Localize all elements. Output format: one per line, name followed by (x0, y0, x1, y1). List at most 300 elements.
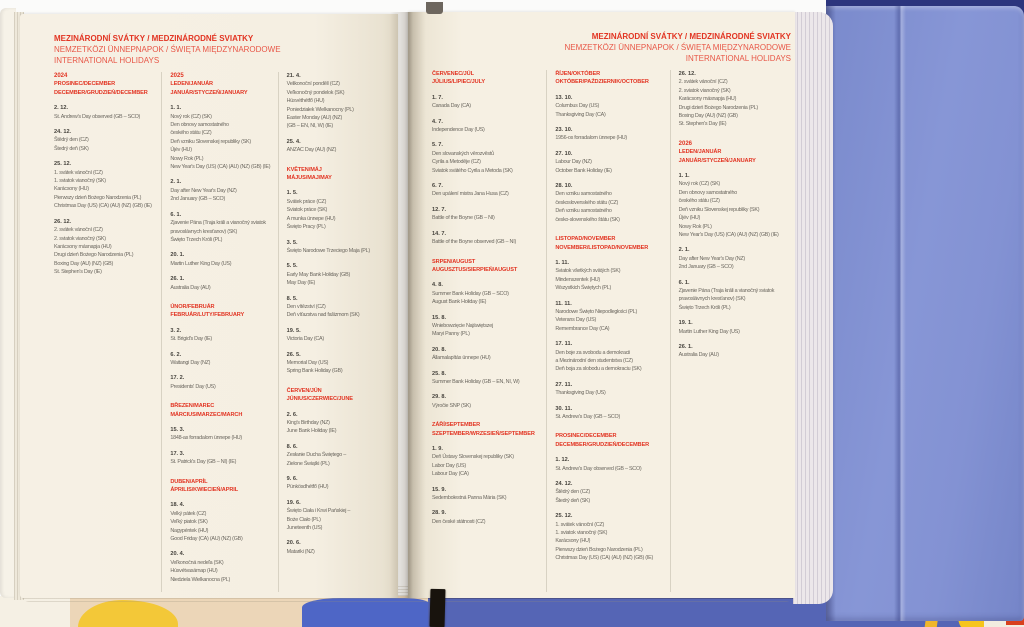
entry-date: 3. 2. (170, 327, 182, 334)
entry-date: 20. 4. (170, 551, 185, 558)
entry-date: 15. 3. (170, 427, 185, 433)
entry-line: Juneteenth (US) (286, 525, 323, 532)
holiday-entry (287, 443, 394, 468)
entry-line: Labour Day (CA) (432, 471, 469, 478)
entry-date: 2. 6. (286, 411, 298, 418)
entry-line: Veľkonočná nedeľa (SK) (170, 559, 224, 566)
entry-date: 13. 10. (555, 94, 573, 101)
holiday-columns (432, 70, 793, 592)
holiday-entry (432, 281, 546, 306)
entry-line: May Day (IE) (286, 280, 316, 287)
holiday-entry (432, 445, 546, 479)
entry-line: Újév (HU) (678, 215, 701, 222)
entry-line: Karácsony (HU) (555, 538, 591, 545)
entry-line: ANZAC Day (AU) (NZ) (286, 147, 337, 154)
entry-date: 8. 5. (286, 295, 298, 302)
month-header (555, 70, 669, 87)
entry-line: českého státu (CZ) (170, 130, 212, 137)
entry-line: Sviatok svätého Cyrila a Metoda (SK) (432, 167, 513, 174)
entry-line: St. Stephen's Day (IE) (678, 121, 727, 128)
holiday-entry (287, 327, 394, 344)
entry-date: 9. 6. (286, 476, 298, 483)
entry-line: St. Andrew's Day observed (GB – SCO) (555, 465, 642, 472)
cover-art-blue-patch (302, 598, 430, 627)
entry-line: St. Brigid's Day (IE) (170, 336, 212, 343)
month-header-line: SZEPTEMBER/WRZESIEŃ/SEPTEMBER (432, 430, 535, 437)
month-header (555, 432, 669, 449)
entry-date: 6. 1. (678, 279, 690, 286)
entry-line: 2. sviatok vianočný (SK) (54, 235, 106, 242)
entry-date: 1. 12. (555, 457, 570, 464)
entry-line: June Bank Holiday (IE) (286, 428, 337, 435)
holiday-entry (679, 246, 793, 271)
entry-date: 26. 12. (54, 218, 72, 225)
holiday-columns (54, 72, 394, 592)
entry-line: Deň vzniku samostatného (555, 208, 612, 215)
entry-line: Early May Bank Holiday (GB) (286, 271, 351, 278)
entry-date: 30. 11. (555, 405, 573, 412)
month-header-line: JANUÁR/STYCZEŃ/JANUARY (170, 89, 248, 96)
month-header (287, 387, 394, 404)
entry-date: 26. 5. (286, 351, 301, 358)
entry-line: Battle of the Boyne (GB – NI) (432, 215, 495, 222)
entry-line: Nový rok (CZ) (SK) (678, 181, 720, 188)
cover-art-yellow-patch (78, 600, 178, 627)
entry-date: 20. 1. (170, 252, 185, 259)
entry-line: Nový rok (CZ) (SK) (170, 113, 212, 120)
year-label: 2025 (170, 73, 184, 79)
entry-line: 1848-as forradalom ünnepe (HU) (170, 435, 242, 442)
page-subtitle-en: INTERNATIONAL HOLIDAYS (54, 56, 160, 65)
entry-date: 28. 10. (555, 183, 573, 190)
entry-line: Boxing Day (AU) (NZ) (GB) (54, 260, 114, 267)
month-header (679, 148, 793, 165)
entry-date: 2. 12. (54, 105, 68, 112)
entry-date: 5. 7. (432, 142, 443, 149)
entry-line: King's Birthday (NZ) (286, 420, 330, 426)
holiday-entry (287, 411, 394, 436)
entry-line: Summer Bank Holiday (GB – EN, NI, W) (432, 378, 520, 385)
entry-date: 4. 7. (432, 118, 443, 125)
month-header-line: JÚLIUS/LIPIEC/JULY (432, 79, 486, 86)
holiday-entry (555, 456, 669, 473)
entry-line: 1. sviatok vianočný (SK) (555, 530, 608, 537)
back-cover (826, 6, 1024, 621)
month-header (170, 402, 277, 419)
entry-date: 15. 8. (432, 314, 446, 321)
entry-line: Christmas Day (US) (CA) (AU) (NZ) (GB) (IE) (54, 203, 152, 210)
entry-line: Martin Luther King Day (US) (678, 328, 740, 335)
holiday-entry (555, 405, 669, 422)
cover-fold-line (894, 6, 906, 621)
entry-line: Húsvéthétfő (HU) (286, 98, 325, 105)
holiday-entry (170, 501, 277, 543)
entry-date: 17. 3. (170, 450, 185, 457)
entry-line: Nowy Rok (PL) (170, 155, 204, 162)
holiday-entry (432, 182, 546, 199)
entry-date: 17. 2. (170, 375, 185, 382)
holiday-entry (287, 72, 394, 131)
entry-date: 19. 5. (286, 327, 301, 334)
holiday-entry (555, 182, 669, 224)
holiday-entry (170, 426, 277, 443)
entry-line: August Bank Holiday (IE) (432, 299, 487, 306)
entry-date: 1. 11. (555, 259, 570, 266)
holiday-column (54, 72, 161, 592)
month-header-line: OKTÓBER/PAŹDZIERNIK/OCTOBER (555, 79, 649, 86)
holiday-entry (555, 480, 669, 505)
entry-line: Államalapítás ünnepe (HU) (432, 355, 491, 362)
holiday-entry (432, 314, 546, 339)
month-header-line: ÁPRILIS/KWIECIEŃ/APRIL (170, 487, 239, 494)
page-header (54, 33, 392, 66)
month-header (432, 70, 546, 87)
entry-date: 28. 9. (432, 510, 446, 517)
entry-line: Labor Day (US) (432, 462, 466, 469)
entry-line: Zesłanie Ducha Świętego – (286, 452, 347, 459)
entry-line: Sviatok všetkých svätých (SK) (555, 268, 621, 275)
left-page (20, 14, 398, 598)
entry-line: Summer Bank Holiday (GB – SCO) (432, 290, 509, 297)
entry-line: Australia Day (AU) (678, 352, 719, 359)
entry-line: Veterans Day (US) (555, 317, 597, 324)
month-header-line: ČERVENEC/JÚL (432, 71, 474, 77)
entry-date: 2. 1. (678, 247, 690, 254)
holiday-entry (432, 370, 546, 387)
entry-date: 26. 1. (170, 276, 185, 283)
entry-line: Boxing Day (AU) (NZ) (GB) (678, 113, 738, 120)
holiday-entry (555, 381, 669, 398)
page-title: MEZINÁRODNÍ SVÁTKY / MEDZINÁRODNÉ SVIATKY (54, 34, 254, 43)
entry-line: Mindenszentek (HU) (555, 276, 600, 283)
entry-line: pravoslávnych kresťanov) (SK) (170, 228, 238, 235)
entry-date: 1. 5. (286, 190, 298, 197)
month-header-line: ČERVEN/JÚN (286, 387, 322, 394)
entry-line: Den vítězství (CZ) (286, 303, 326, 310)
entry-date: 25. 4. (286, 138, 301, 145)
entry-line: 1. sviatok vianočný (SK) (54, 178, 106, 185)
entry-line: Cyrila a Metoděje (CZ) (432, 159, 481, 166)
month-header (432, 421, 546, 438)
entry-line: Memorial Day (US) (286, 359, 329, 366)
entry-line: Karácsony (HU) (54, 186, 89, 193)
entry-line: Sedembolestná Panna Mária (SK) (432, 495, 507, 502)
entry-line: Martin Luther King Day (US) (170, 260, 232, 267)
month-header (170, 478, 277, 495)
month-header-line: PROSINEC/DECEMBER (555, 433, 617, 440)
bookmark-ribbon (430, 589, 446, 627)
month-header-line: SRPEN/AUGUST (432, 258, 476, 265)
ribbon-anchor-top (426, 2, 443, 14)
entry-date: 23. 10. (555, 127, 573, 134)
month-header (170, 303, 277, 320)
holiday-entry (555, 512, 669, 562)
month-header-line: ÚNOR/FEBRUÁR (170, 303, 215, 310)
holiday-column (278, 72, 394, 592)
month-header-line: ZÁŘÍ/SEPTEMBER (432, 422, 481, 429)
holiday-entry (555, 340, 669, 374)
month-header-line: LEDEN/JANUÁR (170, 81, 213, 88)
entry-line: Canada Day (CA) (432, 103, 471, 110)
entry-line: Den vzniku samostatného (555, 191, 612, 198)
month-header-line: DECEMBER/GRUDZIEŃ/DECEMBER (54, 89, 148, 96)
holiday-entry (432, 393, 546, 410)
entry-line: Good Friday (CA) (AU) (NZ) (GB) (170, 536, 243, 543)
entry-line: Deň vzniku Slovenskej republiky (SK) (170, 138, 251, 145)
entry-line: Christmas Day (US) (CA) (AU) (NZ) (GB) (IE) (555, 555, 653, 562)
holiday-entry (170, 104, 277, 171)
month-header-line: BŘEZEN/MAREC (170, 403, 215, 410)
entry-date: 2. 1. (170, 179, 182, 186)
holiday-entry (170, 251, 277, 268)
entry-date: 25. 12. (555, 513, 573, 520)
entry-date: 17. 11. (555, 341, 573, 348)
entry-line: Pierwszy dzień Bożego Narodzenia (PL) (555, 546, 643, 553)
entry-line: Święto Ciała i Krwi Pańskiej – (286, 508, 351, 515)
entry-line: Štědrý den (CZ) (54, 137, 89, 144)
entry-date: 21. 4. (286, 73, 301, 79)
entry-line: Maryi Panny (PL) (432, 331, 470, 338)
entry-date: 3. 5. (286, 239, 298, 246)
entry-line: Święto Narodowe Trzeciego Maja (PL) (286, 247, 370, 254)
entry-line: A munka ünnepe (HU) (286, 215, 336, 222)
holiday-entry (287, 499, 394, 533)
holiday-entry (555, 126, 669, 143)
entry-line: Drugi dzień Bożego Narodzenia (PL) (678, 104, 758, 111)
entry-line: Deň Ústavy Slovenskej republiky (SK) (432, 454, 514, 461)
holiday-entry (170, 211, 277, 245)
holiday-entry (54, 218, 161, 277)
month-header (287, 166, 394, 183)
holiday-entry (432, 509, 546, 526)
entry-line: Den české státnosti (CZ) (432, 518, 486, 525)
entry-date: 6. 2. (170, 351, 182, 358)
entry-date: 1. 9. (432, 446, 443, 452)
holiday-entry (287, 539, 394, 556)
holiday-entry (679, 343, 793, 360)
entry-line: Święto Trzech Króli (PL) (678, 304, 731, 311)
holiday-entry (432, 94, 546, 111)
holiday-entry (170, 178, 277, 203)
entry-line: Victoria Day (CA) (286, 336, 324, 343)
entry-line: Den boje za svobodu a demokracii (555, 349, 631, 356)
month-header-line: ŘÍJEN/OKTÓBER (555, 71, 601, 77)
entry-line: Spring Bank Holiday (GB) (286, 368, 343, 375)
entry-line: 1. svátek vánoční (CZ) (555, 521, 605, 528)
holiday-entry (287, 239, 394, 256)
holiday-entry (432, 118, 546, 135)
entry-date: 18. 4. (170, 502, 185, 509)
entry-date: 12. 7. (432, 206, 446, 213)
entry-line: československého státu (CZ) (555, 199, 619, 206)
entry-line: (GB – EN, NI, W) (IE) (286, 123, 333, 130)
entry-line: Svátek práce (CZ) (286, 198, 327, 205)
entry-line: Húsvétvasárnap (HU) (170, 568, 218, 575)
holiday-entry (54, 160, 161, 210)
holiday-entry (287, 295, 394, 320)
entry-line: Niedziela Wielkanocna (PL) (170, 576, 231, 583)
entry-line: Veľký piatok (SK) (170, 519, 208, 526)
entry-date: 5. 5. (286, 263, 298, 270)
entry-line: Pierwszy dzień Bożego Narodzenia (PL) (54, 194, 142, 201)
entry-line: Święto Trzech Króli (PL) (170, 236, 223, 243)
entry-line: Thanksgiving Day (CA) (555, 111, 606, 118)
entry-line: Australia Day (AU) (170, 284, 211, 291)
entry-date: 26. 1. (678, 343, 693, 350)
month-header-line: LISTOPAD/NOVEMBER (555, 236, 616, 243)
entry-line: 1. svátek vánoční (CZ) (54, 169, 103, 176)
holiday-entry (287, 475, 394, 492)
entry-line: Velký pátek (CZ) (170, 510, 207, 517)
month-header-line: MÁJUS/MAJ/MAY (286, 175, 332, 182)
entry-line: česko-slovenského štátu (SK) (555, 216, 620, 223)
month-header (170, 80, 277, 97)
entry-line: Day after New Year's Day (NZ) (170, 187, 237, 194)
entry-line: Den obnovy samostatného (170, 122, 229, 129)
entry-line: Waitangi Day (NZ) (170, 359, 211, 366)
entry-line: Štedrý deň (SK) (54, 145, 89, 152)
holiday-entry (679, 279, 793, 313)
holiday-entry (170, 351, 277, 368)
entry-date: 6. 1. (170, 211, 182, 218)
entry-line: 2. svátek vánoční (CZ) (54, 227, 103, 234)
entry-date: 24. 12. (555, 481, 573, 488)
entry-line: Labour Day (NZ) (555, 159, 592, 166)
holiday-entry (432, 230, 546, 247)
entry-line: Den upálení mistra Jana Husa (CZ) (432, 191, 509, 198)
entry-line: Den obnovy samostatného (678, 189, 738, 196)
entry-date: 29. 8. (432, 394, 446, 401)
entry-date: 27. 11. (555, 381, 573, 388)
holiday-entry (287, 138, 394, 155)
month-header-line: DUBEN/APRÍL (170, 478, 208, 485)
entry-line: October Bank Holiday (IE) (555, 167, 612, 174)
year-label: 2024 (54, 73, 68, 79)
holiday-entry (287, 262, 394, 287)
holiday-column (546, 70, 669, 592)
month-header-line: KVĚTEN/MÁJ (286, 166, 322, 173)
entry-line: Presidents' Day (US) (170, 383, 216, 390)
holiday-entry (432, 346, 546, 363)
entry-line: Újév (HU) (170, 147, 192, 154)
holiday-entry (555, 259, 669, 293)
right-page (408, 12, 795, 598)
year-label: 2026 (678, 140, 693, 147)
month-header-line: MÁRCIUS/MARZEC/MARCH (170, 411, 243, 418)
entry-line: Boże Ciało (PL) (286, 516, 321, 523)
holiday-entry (679, 70, 793, 129)
entry-line: Day after New Year's Day (NZ) (678, 255, 745, 262)
entry-date: 14. 7. (432, 230, 446, 237)
entry-line: Thanksgiving Day (US) (555, 390, 606, 397)
entry-line: Easter Monday (AU) (NZ) (286, 115, 343, 122)
entry-line: St. Andrew's Day observed (GB – SCO) (54, 113, 141, 120)
entry-line: a Mezinárodní den studentstva (CZ) (555, 357, 633, 364)
month-header (555, 235, 669, 252)
entry-line: New Year's Day (US) (CA) (AU) (NZ) (GB) (IE) (678, 231, 779, 238)
entry-date: 20. 6. (286, 540, 301, 547)
month-header-line: JÚNIUS/CZERWIEC/JUNE (286, 396, 353, 403)
entry-line: Zjavenie Pána (Traja králi a vianočný sviatok (170, 220, 266, 227)
holiday-entry (432, 486, 546, 503)
entry-line: 1956-os forradalom ünnepe (HU) (555, 135, 627, 142)
holiday-entry (54, 128, 161, 153)
month-header-line: DECEMBER/GRUDZIEŃ/DECEMBER (555, 441, 650, 448)
entry-date: 11. 11. (555, 300, 572, 307)
page-subtitle-en: INTERNATIONAL HOLIDAYS (685, 54, 791, 63)
month-header-line: JANUÁR/STYCZEŃ/JANUARY (678, 157, 756, 164)
entry-line: Remembrance Day (CA) (555, 325, 610, 332)
entry-line: Poniedziałek Wielkanocny (PL) (286, 106, 354, 113)
entry-date: 20. 8. (432, 346, 446, 353)
entry-date: 4. 8. (432, 282, 443, 289)
holiday-entry (54, 104, 161, 121)
holiday-entry (555, 150, 669, 175)
holiday-column (670, 70, 793, 592)
holiday-entry (287, 351, 394, 376)
entry-line: 2. svátek vánoční (CZ) (678, 79, 728, 86)
entry-line: Deň boja za slobodu a demokraciu (SK) (555, 366, 642, 373)
entry-line: Karácsony másnapja (HU) (678, 96, 737, 103)
entry-line: Battle of the Boyne observed (GB – NI) (432, 239, 516, 246)
entry-line: 2nd January (GB – SCO) (678, 264, 734, 271)
holiday-entry (555, 94, 669, 119)
entry-line: Veľkonočný pondelok (SK) (286, 89, 345, 96)
page-header (432, 31, 791, 64)
holiday-entry (170, 550, 277, 584)
entry-line: Den slovanských věrozvěstů (432, 150, 494, 157)
entry-line: St. Andrew's Day (GB – SCO) (555, 414, 621, 420)
entry-date: 19. 1. (678, 320, 693, 327)
entry-date: 15. 9. (432, 486, 446, 493)
entry-line: Independence Day (US) (432, 127, 485, 134)
holiday-entry (679, 319, 793, 336)
entry-date: 1. 7. (432, 94, 443, 101)
entry-line: Święto Pracy (PL) (286, 224, 326, 231)
entry-line: Matariki (NZ) (286, 548, 315, 555)
holiday-entry (287, 189, 394, 231)
entry-date: 26. 12. (678, 71, 696, 77)
holiday-entry (170, 450, 277, 467)
entry-date: 27. 10. (555, 150, 573, 157)
entry-line: Wniebowzięcie Najświętszej (432, 322, 493, 329)
page-block-edge-right (793, 12, 833, 604)
entry-line: Zielone Świątki (PL) (286, 460, 330, 467)
month-header-line: AUGUSZTUS/SIERPIEŃ/AUGUST (432, 266, 518, 273)
entry-date: 8. 6. (286, 443, 298, 450)
entry-line: 2. sviatok vianočný (SK) (678, 87, 731, 94)
entry-line: 2nd January (GB – SCO) (170, 196, 226, 203)
entry-line: Pünkösdhétfő (HU) (286, 484, 329, 491)
entry-line: Columbus Day (US) (555, 103, 600, 110)
entry-date: 25. 12. (54, 161, 72, 168)
entry-line: St. Stephen's Day (IE) (54, 269, 102, 276)
holiday-column (161, 72, 277, 592)
entry-line: Wszystkich Świętych (PL) (555, 285, 612, 292)
entry-line: Deň vzniku Slovenskej republiky (SK) (678, 206, 760, 213)
entry-date: 19. 6. (286, 499, 301, 506)
entry-line: Narodowe Święto Niepodległości (PL) (555, 308, 638, 315)
entry-line: Štedrý deň (SK) (555, 497, 590, 504)
entry-line: Drugi dzień Bożego Narodzenia (PL) (54, 252, 134, 259)
entry-line: New Year's Day (US) (CA) (AU) (NZ) (GB) (IE) (170, 164, 271, 171)
holiday-entry (170, 374, 277, 391)
month-header-line: FEBRUÁR/LUTY/FEBRUARY (170, 312, 245, 319)
entry-date: 25. 8. (432, 370, 446, 377)
entry-date: 1. 1. (170, 105, 182, 112)
entry-line: Nowy Rok (PL) (678, 223, 712, 230)
month-header-line: LEDEN/JANUÁR (678, 149, 722, 156)
